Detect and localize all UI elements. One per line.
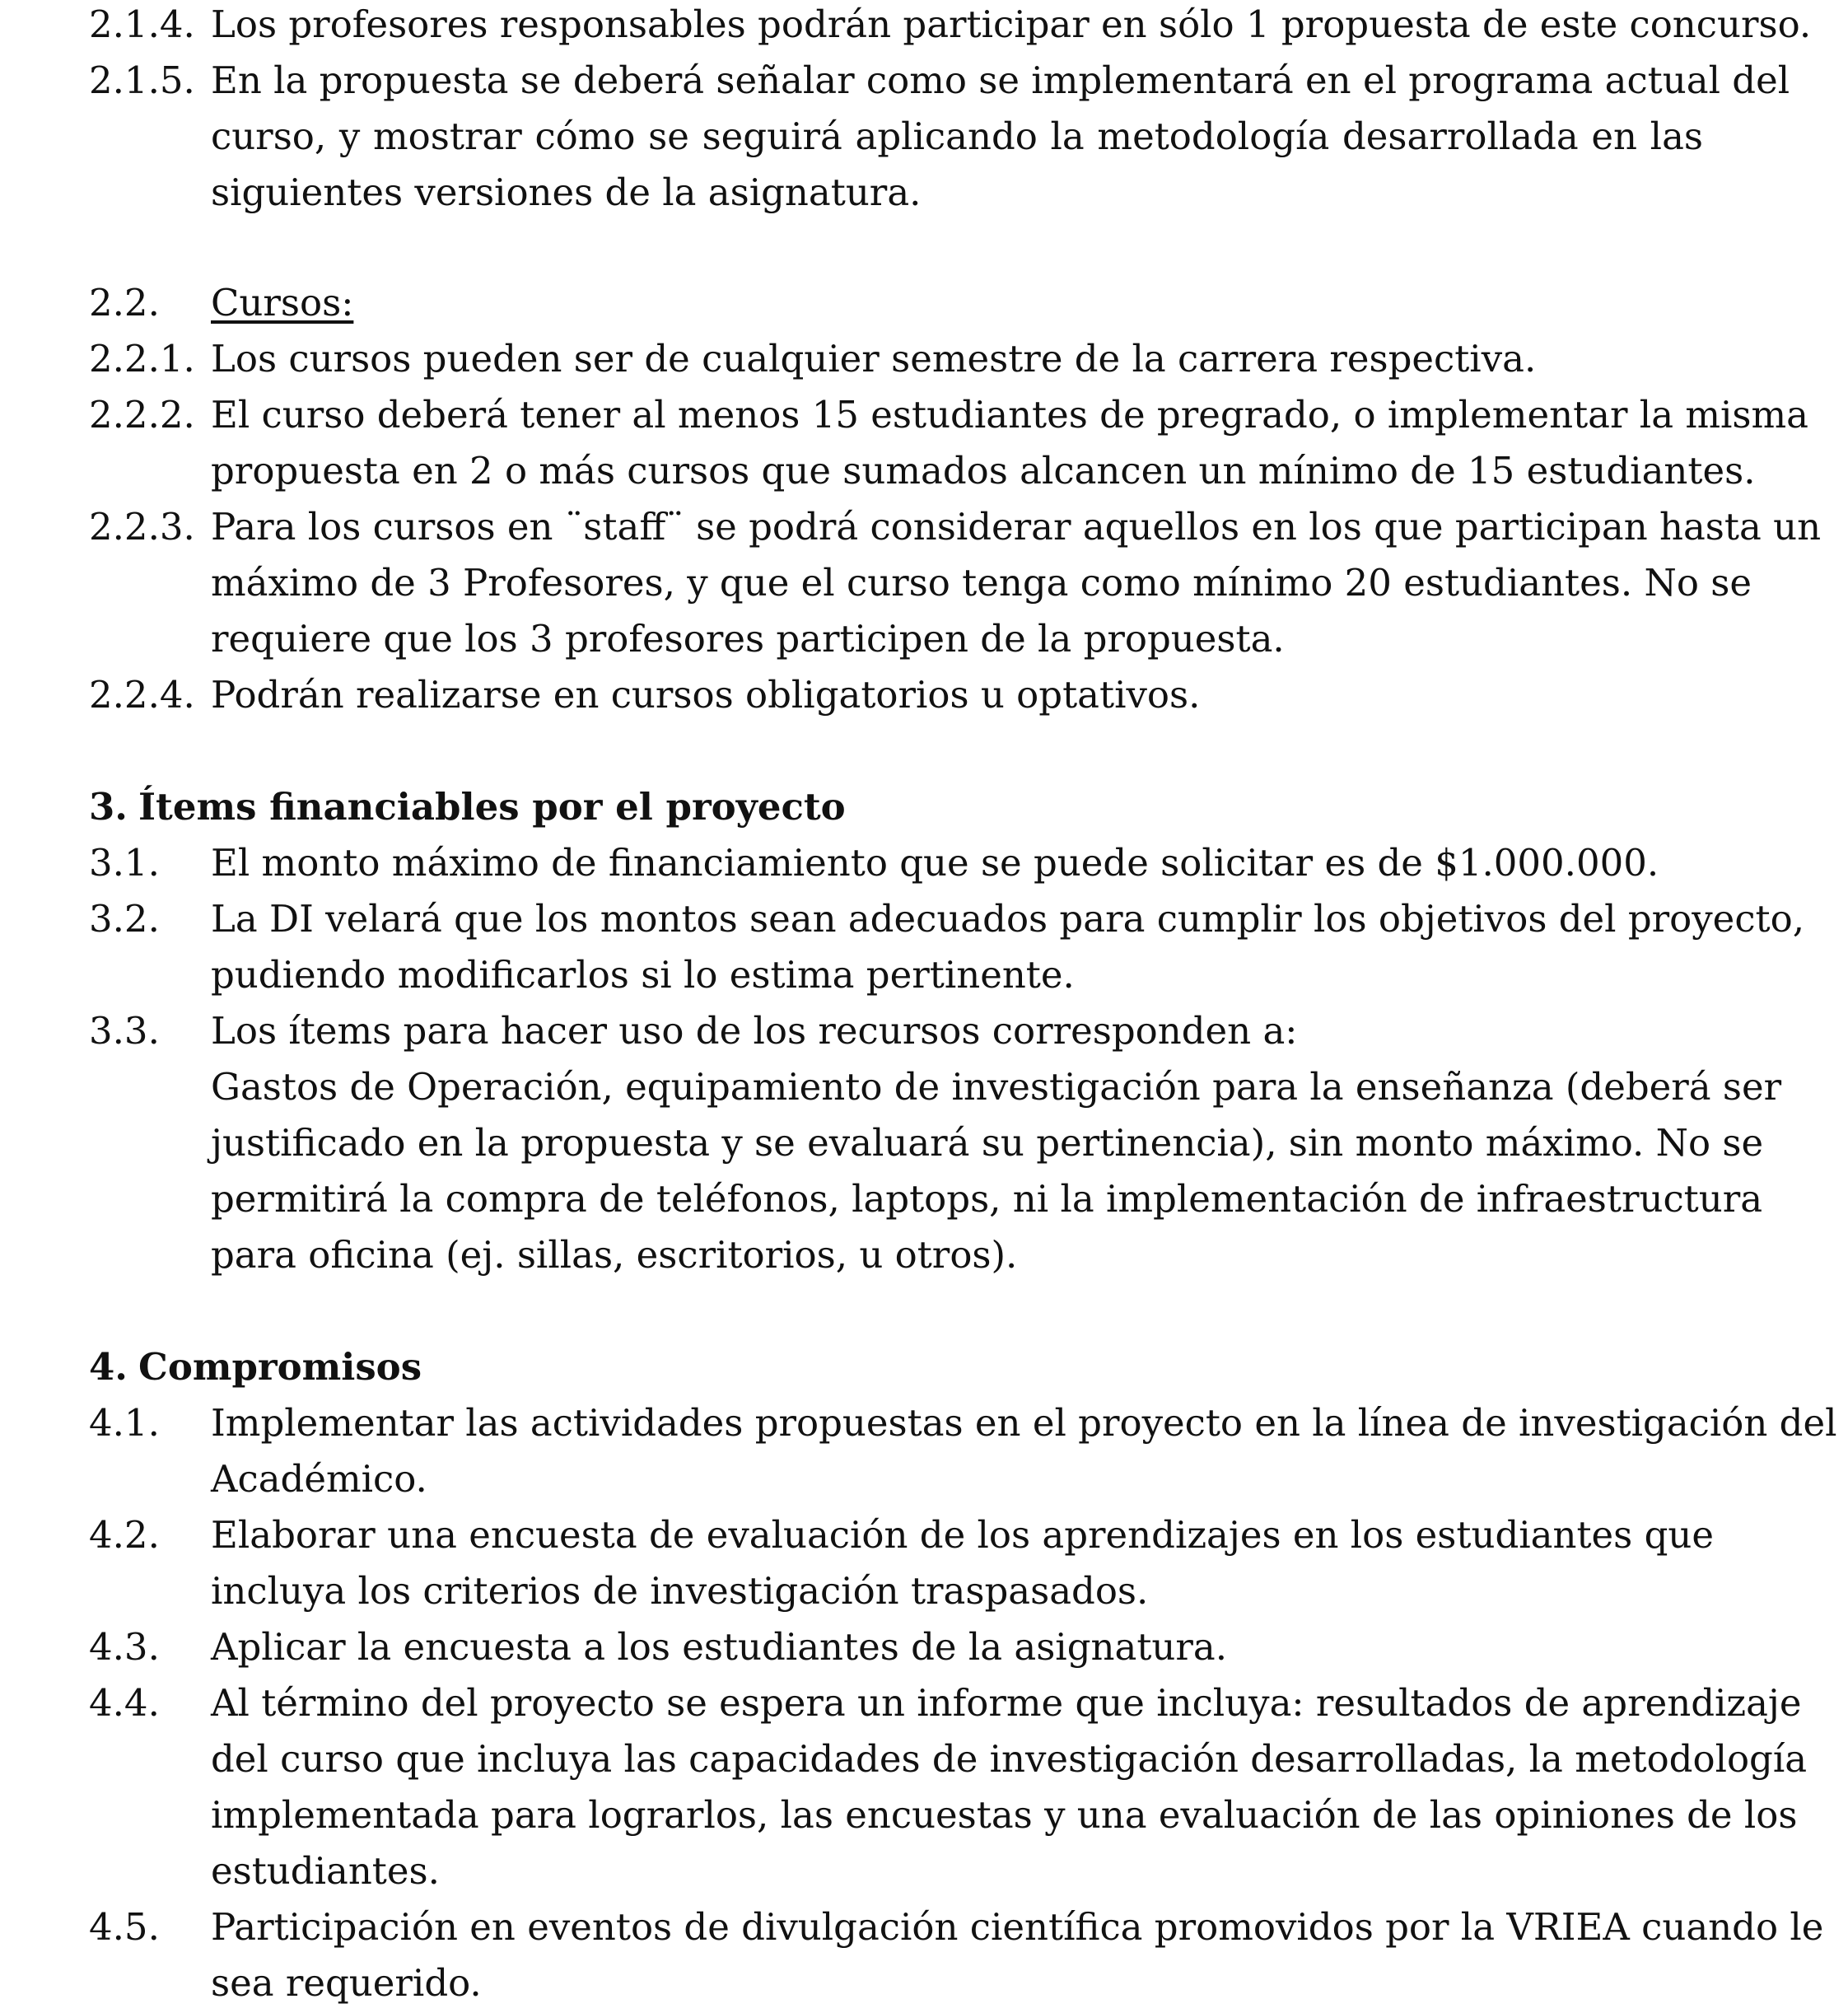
item-number: 3.3. bbox=[89, 1009, 160, 1053]
item-number: 2.2.4. bbox=[89, 673, 195, 717]
text-line: para oficina (ej. sillas, escritorios, u otros). bbox=[211, 1233, 1018, 1277]
section-number: 3. bbox=[89, 785, 128, 829]
text-line: Participación en eventos de divulgación científica promovidos por la VRIEA cuando le bbox=[211, 1905, 1824, 1949]
item-text bbox=[211, 1619, 1703, 1675]
text-line: Los profesores responsables podrán participar en sólo 1 propuesta de este concurso. bbox=[211, 2, 1812, 46]
item-text bbox=[211, 331, 1703, 387]
section-4-heading bbox=[89, 1339, 422, 1395]
item-text bbox=[211, 1003, 1782, 1283]
item-text bbox=[211, 891, 1804, 1003]
text-line: estudiantes. bbox=[211, 1849, 440, 1893]
item-text bbox=[211, 275, 1703, 331]
section-number: 4. bbox=[89, 1345, 128, 1389]
section-title: Compromisos bbox=[138, 1345, 422, 1389]
item-text bbox=[211, 1507, 1714, 1619]
text-line: Los ítems para hacer uso de los recursos corresponden a: bbox=[211, 1009, 1298, 1053]
text-line: En la propuesta se deberá señalar como se implementará en el programa actual del bbox=[211, 58, 1790, 102]
item-text bbox=[211, 499, 1822, 667]
subsection-title: Cursos: bbox=[211, 281, 354, 325]
text-line: justificado en la propuesta y se evaluará su pertinencia), sin monto máximo. No se bbox=[211, 1121, 1764, 1165]
text-line: del curso que incluya las capacidades de investigación desarrolladas, la metodología bbox=[211, 1737, 1808, 1781]
text-line: curso, y mostrar cómo se seguirá aplicando la metodología desarrollada en las bbox=[211, 114, 1703, 158]
text-line: pudiendo modificarlos si lo estima pertinente. bbox=[211, 953, 1075, 997]
item-number: 2.1.4. bbox=[89, 2, 195, 46]
item-number: 4.5. bbox=[89, 1905, 160, 1949]
item-text bbox=[211, 387, 1808, 499]
text-line: Académico. bbox=[211, 1457, 427, 1501]
text-line: requiere que los 3 profesores participen de la propuesta. bbox=[211, 617, 1285, 661]
item-number: 2.2.1. bbox=[89, 337, 195, 381]
text-line: Los cursos pueden ser de cualquier semestre de la carrera respectiva. bbox=[211, 337, 1537, 381]
item-text bbox=[211, 835, 1703, 891]
item-text bbox=[211, 1899, 1824, 2011]
text-line: siguientes versiones de la asignatura. bbox=[211, 170, 922, 214]
text-line: sea requerido. bbox=[211, 1961, 482, 2005]
text-line: La DI velará que los montos sean adecuados para cumplir los objetivos del proyecto, bbox=[211, 897, 1804, 941]
item-number: 2.2.2. bbox=[89, 393, 195, 437]
text-line: propuesta en 2 o más cursos que sumados alcancen un mínimo de 15 estudiantes. bbox=[211, 449, 1756, 493]
text-line: permitirá la compra de teléfonos, laptops, ni la implementación de infraestructura bbox=[211, 1177, 1763, 1221]
text-line: Para los cursos en ¨staff¨ se podrá considerar aquellos en los que participan hasta un bbox=[211, 505, 1822, 549]
text-line: Implementar las actividades propuestas en el proyecto en la línea de investigación del bbox=[211, 1401, 1837, 1445]
section-3-heading bbox=[89, 779, 846, 835]
item-text bbox=[211, 1675, 1808, 1899]
item-text bbox=[211, 1395, 1837, 1507]
text-line: El curso deberá tener al menos 15 estudiantes de pregrado, o implementar la misma bbox=[211, 393, 1808, 437]
item-number: 4.3. bbox=[89, 1625, 160, 1669]
item-text bbox=[211, 667, 1703, 723]
text-line: Podrán realizarse en cursos obligatorios u optativos. bbox=[211, 673, 1201, 717]
item-number: 4.2. bbox=[89, 1513, 160, 1557]
item-number: 3.2. bbox=[89, 897, 160, 941]
item-number: 2.2. bbox=[89, 281, 160, 325]
text-line: máximo de 3 Profesores, y que el curso tenga como mínimo 20 estudiantes. No se bbox=[211, 561, 1752, 605]
text-line: Gastos de Operación, equipamiento de investigación para la enseñanza (deberá ser bbox=[211, 1065, 1782, 1109]
text-line: implementada para lograrlos, las encuestas y una evaluación de las opiniones de los bbox=[211, 1793, 1798, 1837]
text-line: El monto máximo de financiamiento que se puede solicitar es de $1.000.000. bbox=[211, 841, 1659, 885]
text-line: Aplicar la encuesta a los estudiantes de la asignatura. bbox=[211, 1625, 1228, 1669]
text-line: incluya los criterios de investigación traspasados. bbox=[211, 1569, 1149, 1613]
item-number: 2.2.3. bbox=[89, 505, 195, 549]
section-title: Ítems financiables por el proyecto bbox=[138, 785, 846, 829]
item-number: 4.1. bbox=[89, 1401, 160, 1445]
item-number: 2.1.5. bbox=[89, 58, 195, 102]
item-text bbox=[211, 53, 1790, 221]
item-number: 3.1. bbox=[89, 841, 160, 885]
item-number: 4.4. bbox=[89, 1681, 160, 1725]
item-text bbox=[211, 0, 1812, 53]
text-line: Al término del proyecto se espera un informe que incluya: resultados de aprendizaje bbox=[211, 1681, 1802, 1725]
text-line: Elaborar una encuesta de evaluación de los aprendizajes en los estudiantes que bbox=[211, 1513, 1714, 1557]
